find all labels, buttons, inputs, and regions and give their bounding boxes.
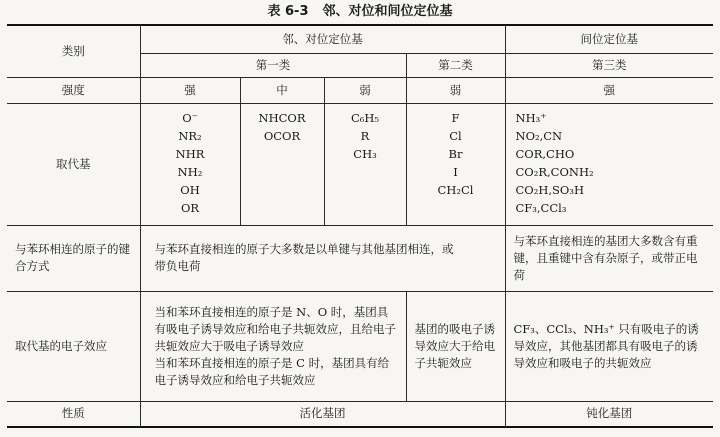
substituent-item: CH₂Cl	[437, 182, 474, 197]
substituent-item: O⁻	[182, 110, 198, 125]
substituent-item: OH	[180, 182, 200, 197]
substituent-item: CH₃	[353, 146, 377, 161]
bonding-ortho-para: 与苯环直接相连的原子大多数是以单键与其他基团相连，或带负电荷	[140, 225, 505, 291]
substituent-item: NHR	[175, 146, 205, 161]
electronic-class1-no: 当和苯环直接相连的原子是 N、O 时，基团具有吸电子诱导效应和给电子共轭效应，且给电子共轭效应大于吸电子诱导效应	[154, 304, 396, 353]
ortho-para-header: 邻、对位定位基	[140, 25, 505, 53]
substituent-item: C₆H₅	[350, 110, 380, 125]
electronic-class3: CF₃、CCl₃、NH₃⁺ 只有吸电子的诱导效应，其他基团都具有吸电子的诱导效应和吸电子的共轭效应	[505, 291, 713, 401]
class3-header: 第三类	[505, 53, 713, 77]
substituent-item: CO₂R,CONH₂	[515, 164, 594, 179]
substituents-label: 取代基	[7, 103, 140, 225]
strength-row	[7, 77, 713, 103]
bonding-meta: 与苯环直接相连的基团大多数含有重键，且重键中含有杂原子，或带正电荷	[505, 225, 713, 291]
substituent-item: CO₂H,SO₃H	[515, 182, 584, 197]
table-title	[0, 2, 720, 22]
strength-weak: 弱	[324, 77, 406, 103]
class2-header: 第二类	[406, 53, 505, 77]
substituent-item: NR₂	[178, 128, 202, 143]
substituent-item: Br	[448, 146, 463, 161]
substituent-item: NH₃⁺	[515, 110, 547, 125]
strength-label: 强度	[7, 77, 140, 103]
property-label: 性质	[7, 401, 140, 427]
header-row-1	[7, 25, 713, 53]
electronic-class2: 基团的吸电子诱导效应大于给电子共轭效应	[406, 291, 505, 401]
class1-header: 第一类	[140, 53, 406, 77]
strength-strong-class3: 强	[505, 77, 713, 103]
electronic-effect-row	[7, 291, 713, 401]
meta-header: 间位定位基	[505, 25, 713, 53]
property-ortho-para: 活化基团	[140, 401, 505, 427]
substituent-item: OCOR	[263, 128, 301, 143]
strength-weak-class2: 弱	[406, 77, 505, 103]
electronic-label: 取代基的电子效应	[7, 291, 140, 401]
substituents-medium-list	[240, 103, 324, 225]
strength-medium: 中	[240, 77, 324, 103]
substituent-item: Cl	[449, 128, 462, 143]
table-number: 表 6-3	[267, 4, 309, 19]
substituents-class3-list	[505, 103, 713, 225]
substituent-item: NO₂,CN	[515, 128, 563, 143]
substituents-strong-list	[140, 103, 240, 225]
electronic-class1	[140, 291, 406, 401]
substituent-item: NHCOR	[258, 110, 306, 125]
property-meta: 钝化基团	[505, 401, 713, 427]
substituents-row	[7, 103, 713, 225]
substituent-item: NH₂	[177, 164, 203, 179]
strength-strong: 强	[140, 77, 240, 103]
bonding-label: 与苯环相连的原子的键合方式	[7, 225, 140, 291]
substituent-item: F	[451, 110, 460, 125]
category-label: 类别	[7, 25, 140, 77]
electronic-class1-c: 当和苯环直接相连的原子是 C 时，基团具有给电子诱导效应和给电子共轭效应	[154, 355, 390, 387]
substituent-item: OR	[180, 200, 200, 215]
substituent-item: CF₃,CCl₃	[515, 200, 567, 215]
substituents-class2-list	[406, 103, 505, 225]
substituent-item: COR,CHO	[515, 146, 575, 161]
substituent-item: I	[453, 164, 458, 179]
bonding-row	[7, 225, 713, 291]
substituent-item: R	[360, 128, 370, 143]
directing-groups-table	[7, 24, 713, 428]
table-caption: 邻、对位和间位定位基	[322, 4, 453, 19]
property-row	[7, 401, 713, 427]
substituents-weak-list	[324, 103, 406, 225]
